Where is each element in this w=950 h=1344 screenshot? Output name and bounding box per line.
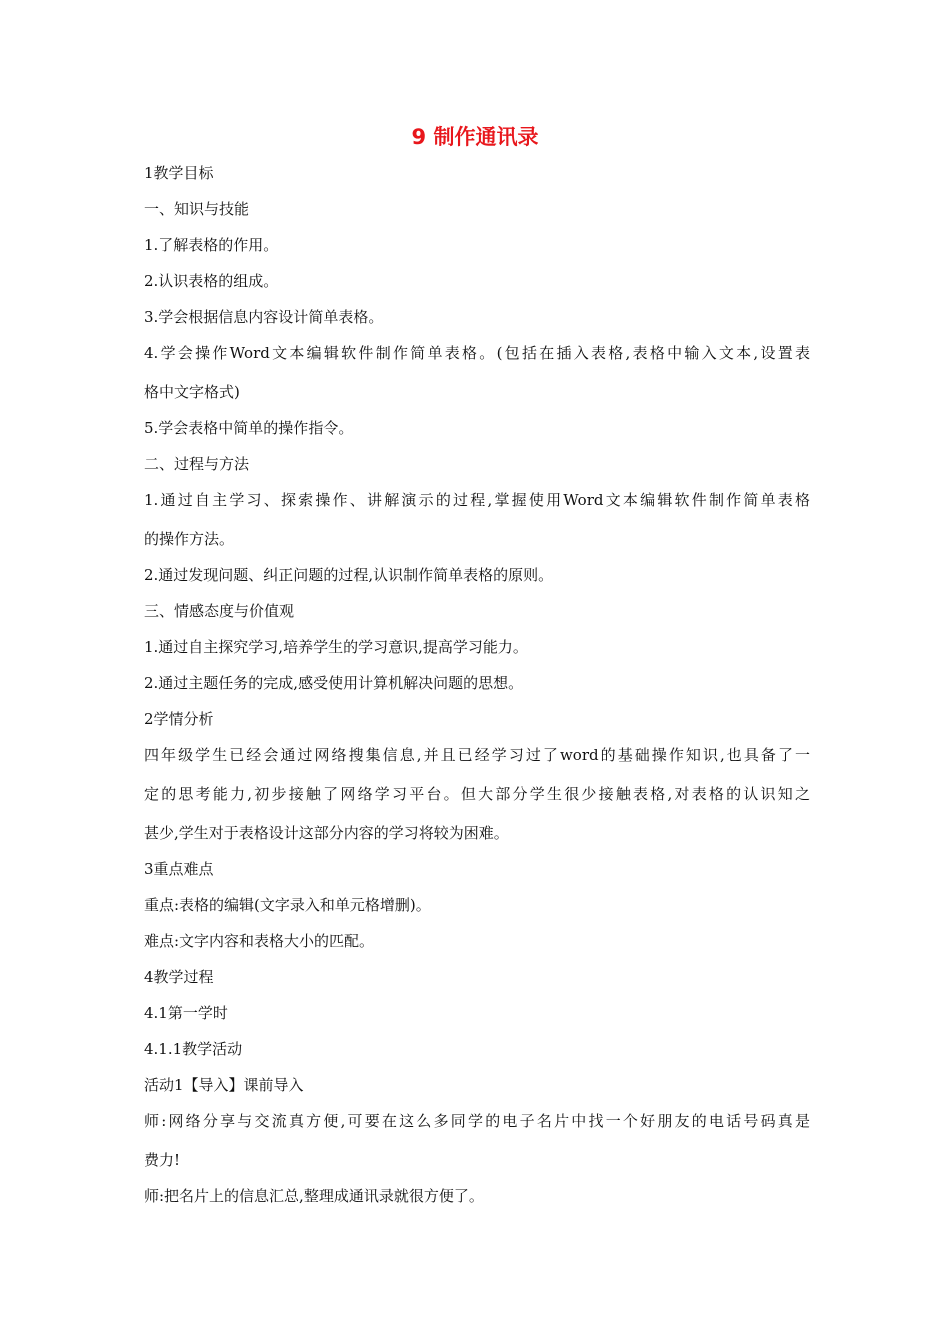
document-title: 9 制作通讯录: [411, 125, 539, 149]
paragraph-line: 1.通过自主探究学习,培养学生的学习意识,提高学习能力。: [144, 638, 528, 656]
subsection-heading: 4.1.1教学活动: [144, 1040, 243, 1058]
paragraph-line: 师:网络分享与交流真方便,可要在这么多同学的电子名片中找一个好朋友的电话号码真是: [144, 1112, 810, 1130]
paragraph-line: 难点:文字内容和表格大小的匹配。: [144, 932, 375, 950]
paragraph-line: 1.了解表格的作用。: [144, 236, 279, 254]
section-heading-process: 4教学过程: [144, 968, 214, 986]
paragraph-line: 5.学会表格中简单的操作指令。: [144, 419, 354, 437]
section-heading-keypoints: 3重点难点: [144, 860, 214, 878]
paragraph-line: 费力!: [144, 1151, 181, 1169]
subsection-heading: 二、过程与方法: [144, 455, 250, 473]
paragraph-line: 师:把名片上的信息汇总,整理成通讯录就很方便了。: [144, 1187, 484, 1205]
subsection-heading: 三、情感态度与价值观: [144, 602, 295, 620]
section-heading-objectives: 1教学目标: [144, 164, 214, 182]
paragraph-line: 定的思考能力,初步接触了网络学习平台。但大部分学生很少接触表格,对表格的认识知之: [144, 785, 810, 803]
document-body: [144, 160, 810, 1209]
subsection-heading: 一、知识与技能: [144, 200, 250, 218]
subsection-heading: 4.1第一学时: [144, 1004, 228, 1022]
paragraph-line: 四年级学生已经会通过网络搜集信息,并且已经学习过了word的基础操作知识,也具备了一: [144, 746, 810, 764]
paragraph-line: 2.通过主题任务的完成,感受使用计算机解决问题的思想。: [144, 674, 524, 692]
paragraph-line: 格中文字格式): [144, 383, 240, 401]
paragraph-line: 1.通过自主学习、探索操作、讲解演示的过程,掌握使用Word文本编辑软件制作简单表格: [144, 491, 810, 509]
paragraph-line: 甚少,学生对于表格设计这部分内容的学习将较为困难。: [144, 824, 509, 842]
paragraph-line: 4.学会操作Word文本编辑软件制作简单表格。(包括在插入表格,表格中输入文本,设置表: [144, 344, 810, 362]
activity-heading: 活动1【导入】课前导入: [144, 1076, 304, 1094]
paragraph-line: 2.认识表格的组成。: [144, 272, 279, 290]
paragraph-line: 重点:表格的编辑(文字录入和单元格增删)。: [144, 896, 431, 914]
paragraph-line: 的操作方法。: [144, 530, 235, 548]
paragraph-line: 3.学会根据信息内容设计简单表格。: [144, 308, 384, 326]
section-heading-analysis: 2学情分析: [144, 710, 214, 728]
paragraph-line: 2.通过发现问题、纠正问题的过程,认识制作简单表格的原则。: [144, 566, 554, 584]
